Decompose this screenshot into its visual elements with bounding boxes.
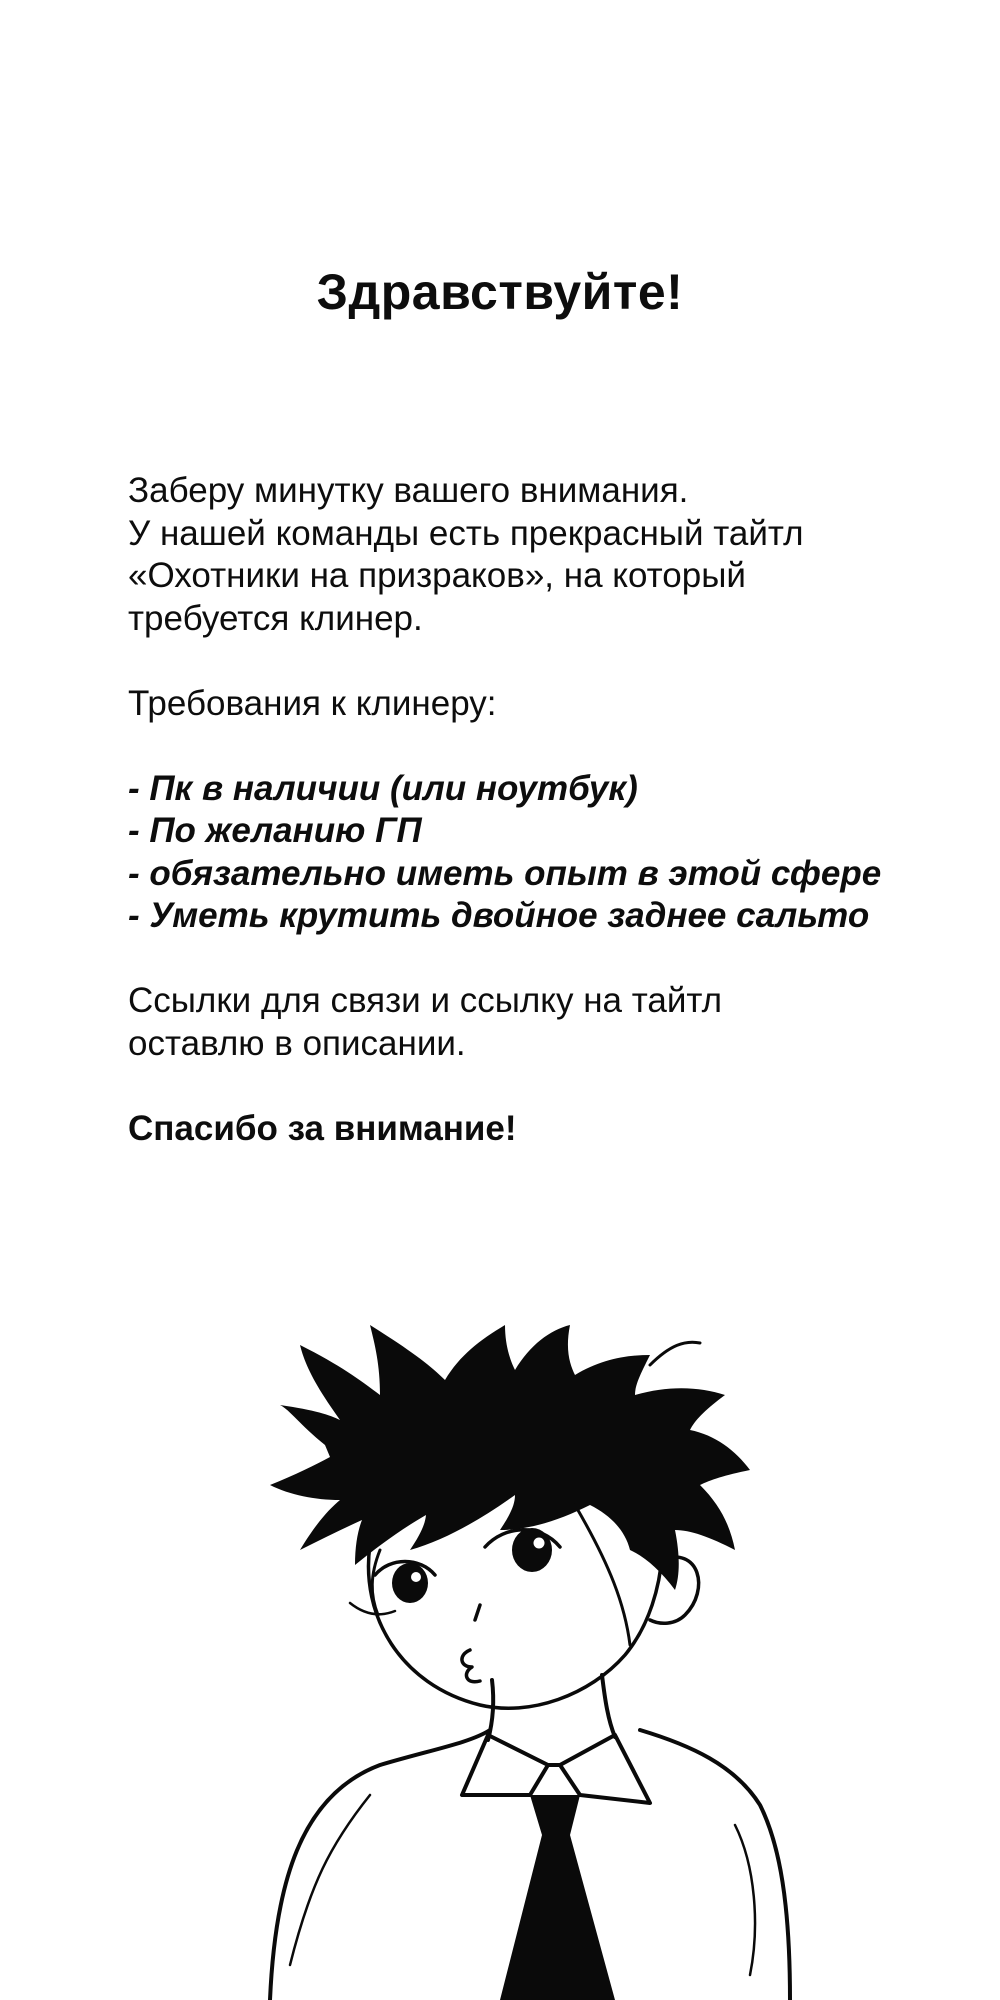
requirement-item: - Уметь крутить двойное заднее сальто	[128, 896, 870, 935]
links-note	[128, 980, 928, 1065]
requirements-list	[128, 768, 928, 938]
requirement-item: - обязательно иметь опыт в этой сфере	[128, 853, 882, 893]
spacer	[128, 938, 928, 981]
anime-boy-drawing-icon	[230, 1325, 830, 2000]
intro-line-4: требуется клинер.	[128, 598, 423, 638]
spacer	[128, 725, 928, 768]
requirement-item: - Пк в наличии (или ноутбук)	[128, 768, 638, 808]
thanks-text: Спасибо за внимание!	[128, 1108, 517, 1148]
intro-paragraph	[128, 470, 928, 640]
intro-line-1: Заберу минутку вашего внимания.	[128, 471, 689, 510]
links-note-line-1: Ссылки для связи и ссылку на тайтл	[128, 981, 723, 1020]
intro-line-3: «Охотники на призраков», на который	[128, 556, 746, 595]
intro-line-2: У нашей команды есть прекрасный тайтл	[128, 513, 804, 553]
requirement-item: - По желанию ГП	[128, 811, 422, 850]
announcement-body	[128, 470, 928, 1150]
spacer	[128, 640, 928, 683]
spacer	[128, 1065, 928, 1108]
links-note-line-2: оставлю в описании.	[128, 1023, 466, 1063]
requirements-heading: Требования к клинеру:	[128, 683, 497, 723]
page-title: Здравствуйте!	[316, 264, 684, 320]
